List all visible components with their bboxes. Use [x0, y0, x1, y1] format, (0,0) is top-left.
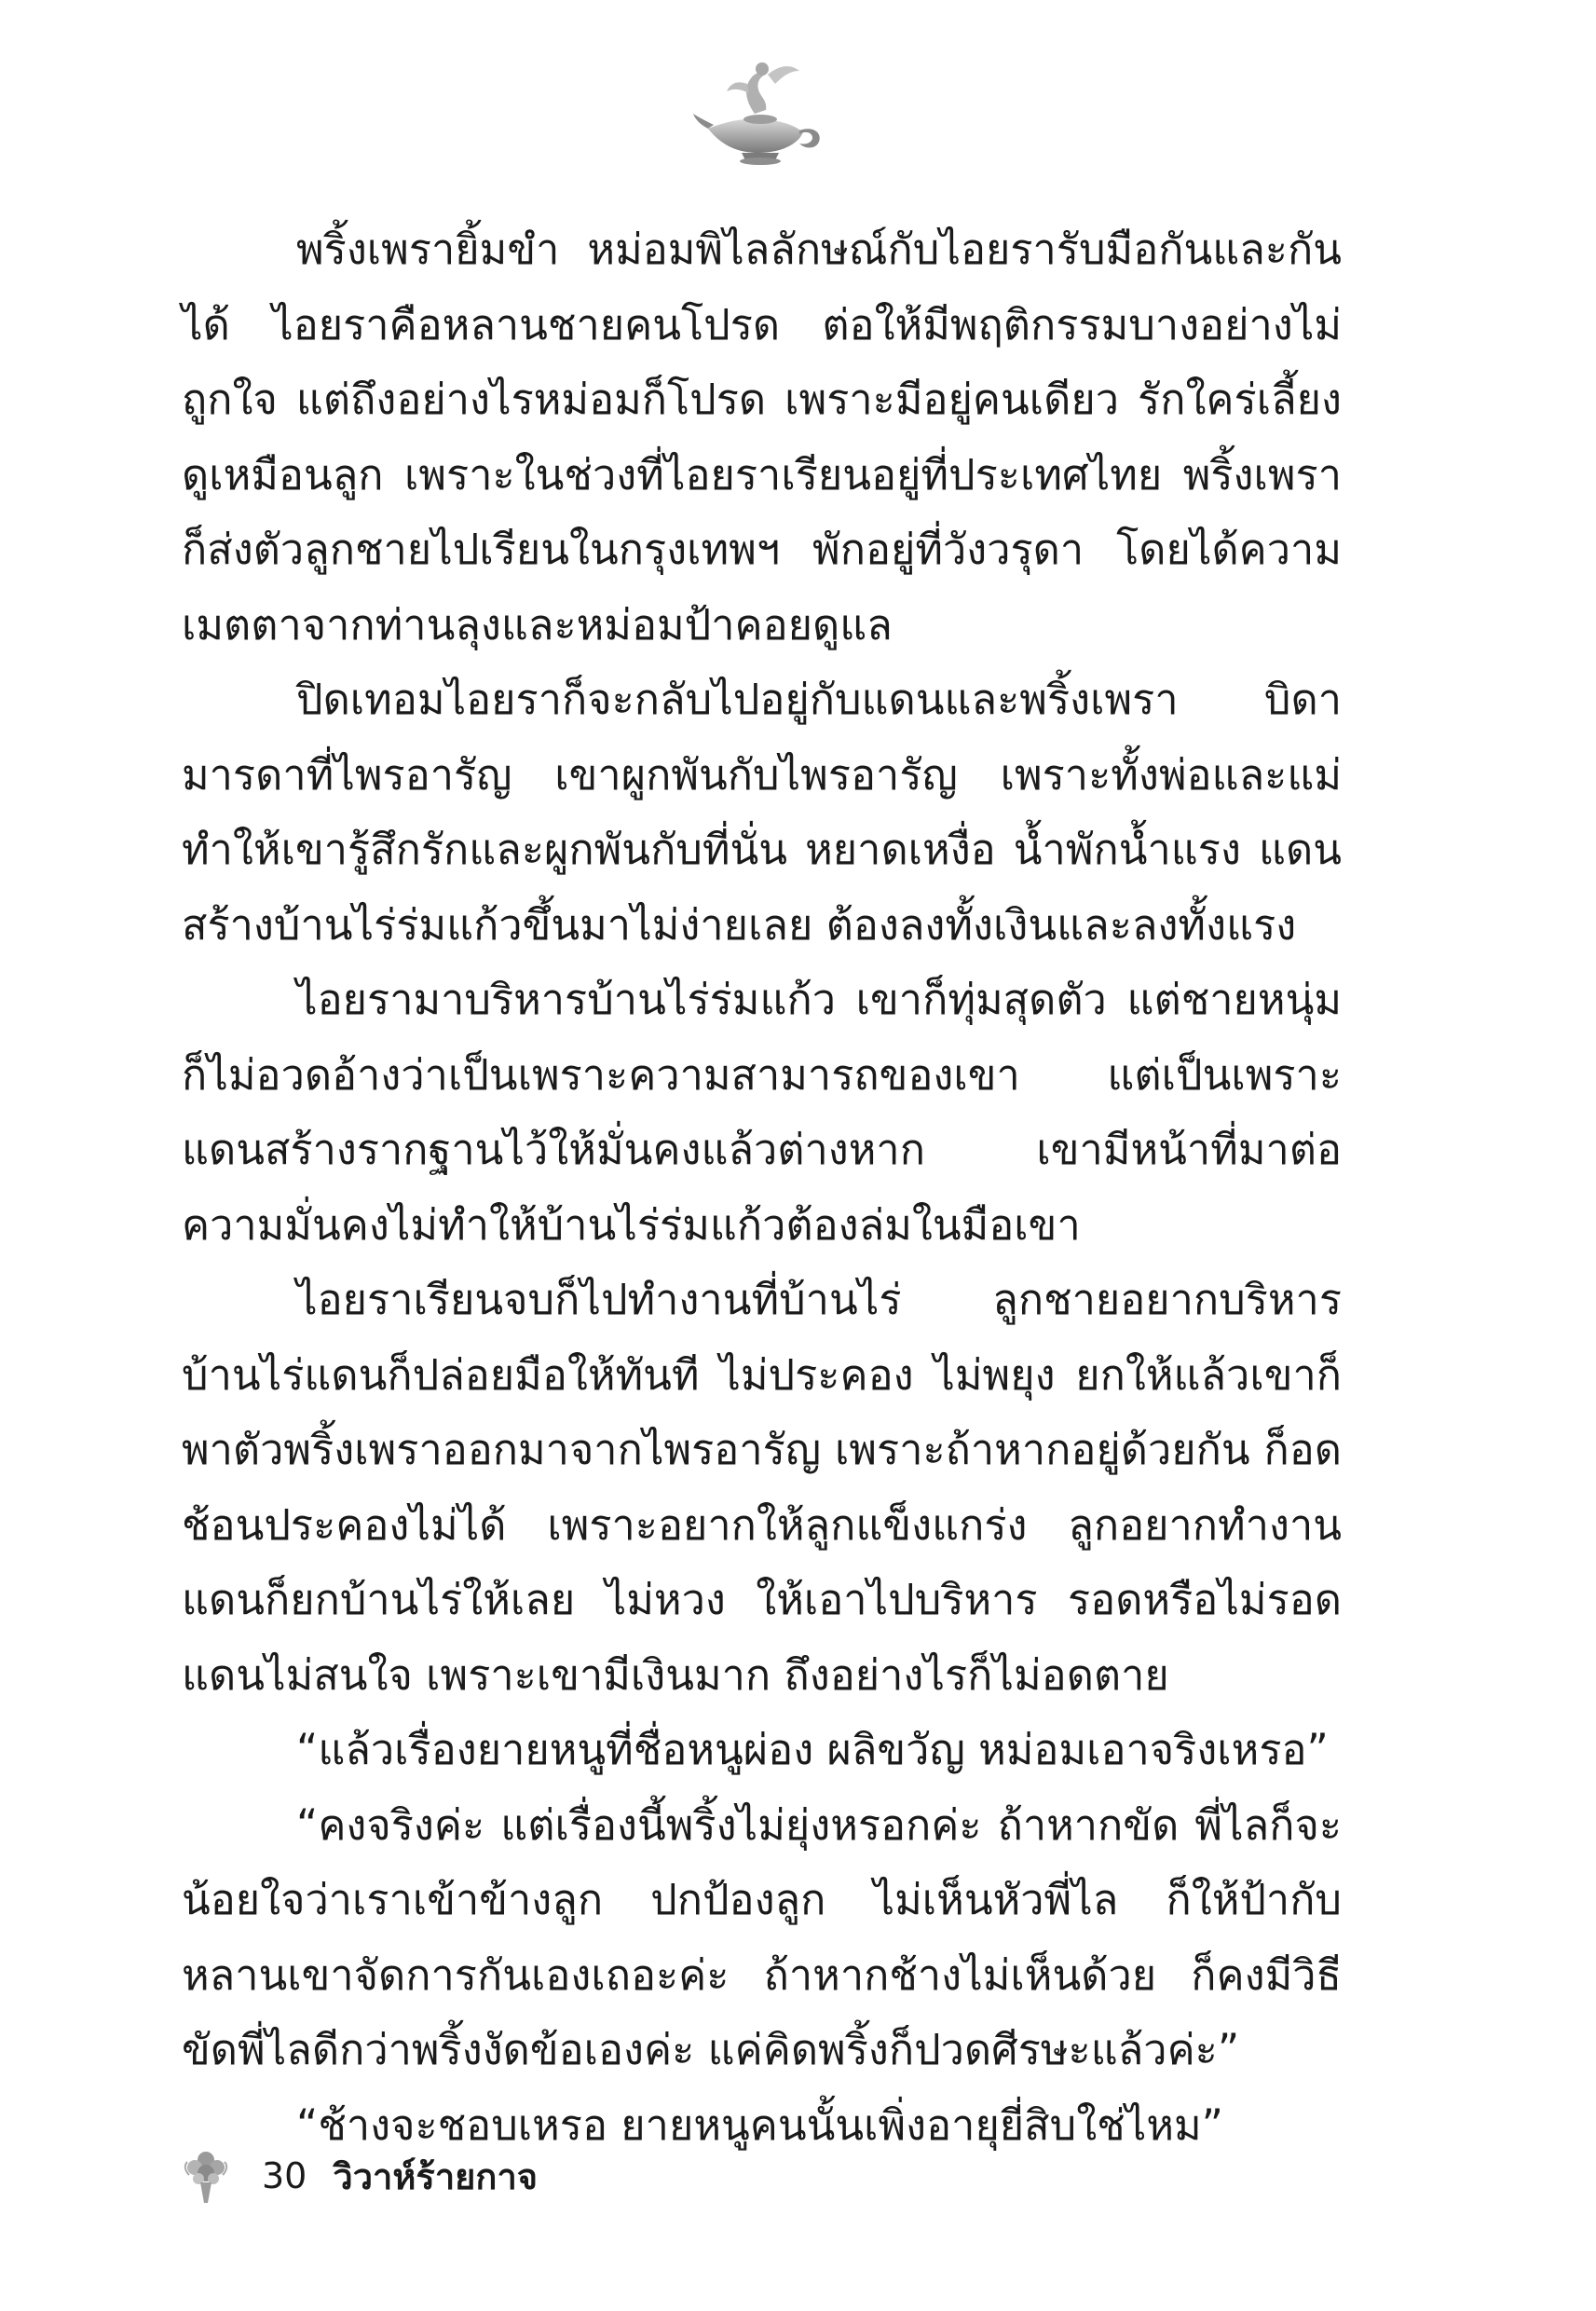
flower-bouquet-icon [182, 2147, 230, 2205]
paragraph: ปิดเทอมไอยราก็จะกลับไปอยู่กับแดนและพริ้งเพรา บิดามารดาที่ไพรอารัญ เขาผูกพันกับไพรอารัญ เพราะทั้งพ่อและแม่ทำให้เขารู้สึกรักและผูกพันกับที่นั่น หยาดเหงื่อ น้ำพักน้ำแรง แดนสร้างบ้านไร่ร่มแก้วขึ้นมาไม่ง่ายเลย ต้องลงทั้งเงินและลงทั้งแรง [182, 675, 1342, 950]
book-title: วิวาห์ร้ายกาจ [333, 2155, 539, 2197]
page-footer [182, 2143, 538, 2208]
paragraph: ไอยราเรียนจบก็ไปทำงานที่บ้านไร่ ลูกชายอยากบริหารบ้านไร่แดนก็ปล่อยมือให้ทันที ไม่ประคอง ไม่พยุง ยกให้แล้วเขาก็พาตัวพริ้งเพราออกมาจากไพรอารัญ เพราะถ้าหากอยู่ด้วยกัน ก็อดช้อนประคองไม่ได้ เพราะอยากให้ลูกแข็งแกร่ง ลูกอยากทำงาน แดนก็ยกบ้านไร่ให้เลย ไม่หวง ให้เอาไปบริหาร รอดหรือไม่รอด แดนไม่สนใจ เพราะเขามีเงินมาก ถึงอย่างไรก็ไม่อดตาย [182, 1275, 1342, 1700]
paragraph: พริ้งเพรายิ้มขำ หม่อมพิไลลักษณ์กับไอยรารับมือกันและกันได้ ไอยราคือหลานชายคนโปรด ต่อให้มีพฤติกรรมบางอย่างไม่ถูกใจ แต่ถึงอย่างไรหม่อมก็โปรด เพราะมีอยู่คนเดียว รักใคร่เลี้ยงดูเหมือนลูก เพราะในช่วงที่ไอยราเรียนอยู่ที่ประเทศไทย พริ้งเพราก็ส่งตัวลูกชายไปเรียนในกรุงเทพฯ พักอยู่ที่วังวรุดา โดยได้ความเมตตาจากท่านลุงและหม่อมป้าคอยดูแล [182, 225, 1342, 650]
dialogue-line: “ช้างจะชอบเหรอ ยายหนูคนนั้นเพิ่งอายุยี่สิบใช่ไหม” [296, 2099, 1223, 2150]
dialogue-line: “คงจริงค่ะ แต่เรื่องนี้พริ้งไม่ยุ่งหรอกค่ะ ถ้าหากขัด พี่ไลก็จะน้อยใจว่าเราเข้าข้างลูก ปกป้องลูก ไม่เห็นหัวพี่ไล ก็ให้ป้ากับหลานเขาจัดการกันเองเถอะค่ะ ถ้าหากช้างไม่เห็นด้วย ก็คงมีวิธีขัดพี่ไลดีกว่าพริ้งงัดข้อเองค่ะ แค่คิดพริ้งก็ปวดศีรษะแล้วค่ะ” [182, 1799, 1342, 2074]
page-number: 30 [262, 2155, 307, 2196]
dialogue-line: “แล้วเรื่องยายหนูที่ชื่อหนูผ่อง ผลิขวัญ หม่อมเอาจริงเหรอ” [296, 1725, 1329, 1774]
body-text [182, 212, 1342, 2163]
paragraph: ไอยรามาบริหารบ้านไร่ร่มแก้ว เขาก็ทุ่มสุดตัว แต่ชายหนุ่มก็ไม่อวดอ้างว่าเป็นเพราะความสามารถของเขา แต่เป็นเพราะแดนสร้างรากฐานไว้ให้มั่นคงแล้วต่างหาก เขามีหน้าที่มาต่อความมั่นคงไม่ทำให้บ้านไร่ร่มแก้วต้องล่มในมือเขา [182, 975, 1342, 1250]
genie-lamp-ornament-icon [689, 56, 829, 168]
